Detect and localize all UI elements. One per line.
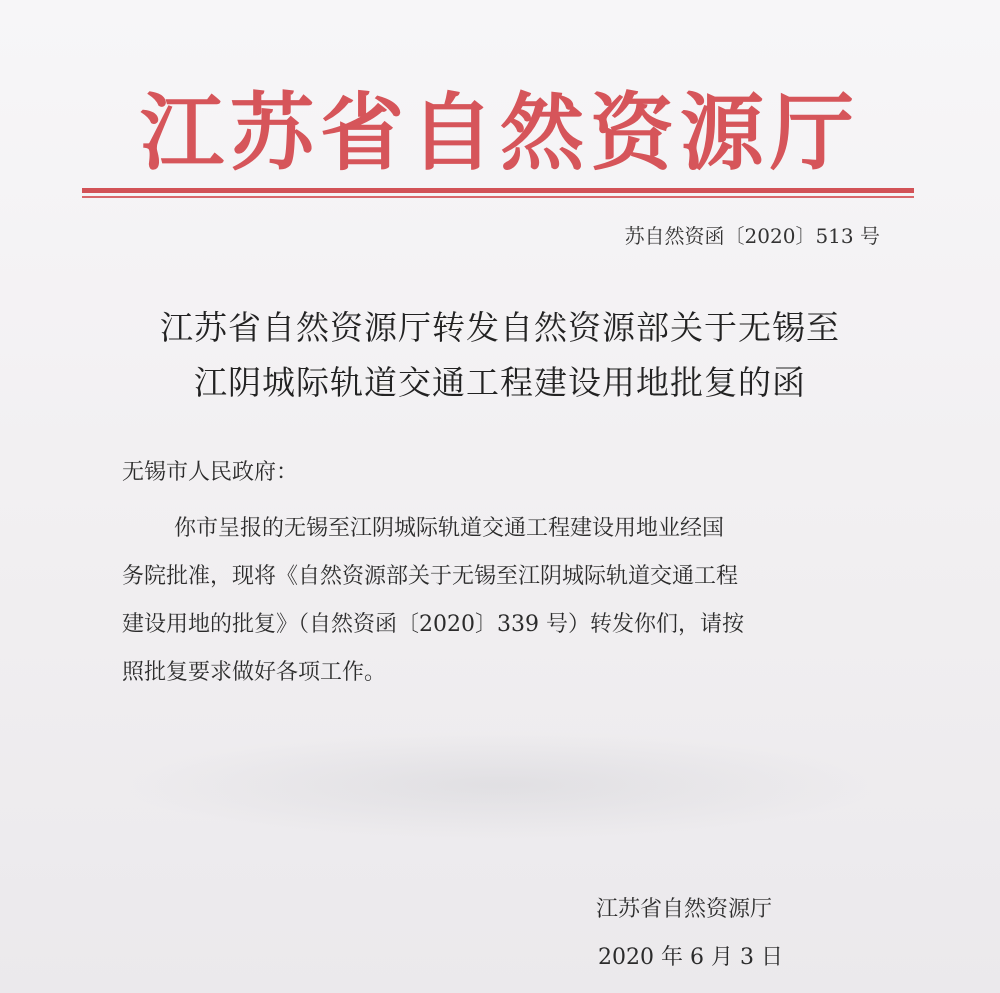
letterhead-title: 江苏省自然资源厅 xyxy=(139,83,860,182)
document-number: 苏自然资函〔2020〕513 号 xyxy=(624,224,880,248)
signature-org: 江苏省自然资源厅 xyxy=(596,897,773,922)
body-paragraph xyxy=(122,505,882,697)
signature-date: 2020 年 6 月 3 日 xyxy=(598,945,783,970)
body-line-1: 你市呈报的无锡至江阴城际轨道交通工程建设用地业经国 xyxy=(174,516,725,541)
letterhead-rule-thin xyxy=(82,196,914,198)
body-line-2: 务院批准，现将《自然资源部关于无锡至江阴城际轨道交通工程 xyxy=(122,564,739,589)
body-line-4: 照批复要求做好各项工作。 xyxy=(122,660,387,685)
document-title xyxy=(100,300,900,410)
paper-shadow xyxy=(120,730,880,840)
title-line-2: 江阴城际轨道交通工程建设用地批复的函 xyxy=(194,363,806,402)
letterhead-rule-thick xyxy=(82,188,914,193)
body-line-3: 建设用地的批复》（自然资函〔2020〕339 号）转发你们，请按 xyxy=(122,612,744,637)
salutation: 无锡市人民政府： xyxy=(122,460,299,485)
title-line-1: 江苏省自然资源厅转发自然资源部关于无锡至 xyxy=(160,308,840,347)
